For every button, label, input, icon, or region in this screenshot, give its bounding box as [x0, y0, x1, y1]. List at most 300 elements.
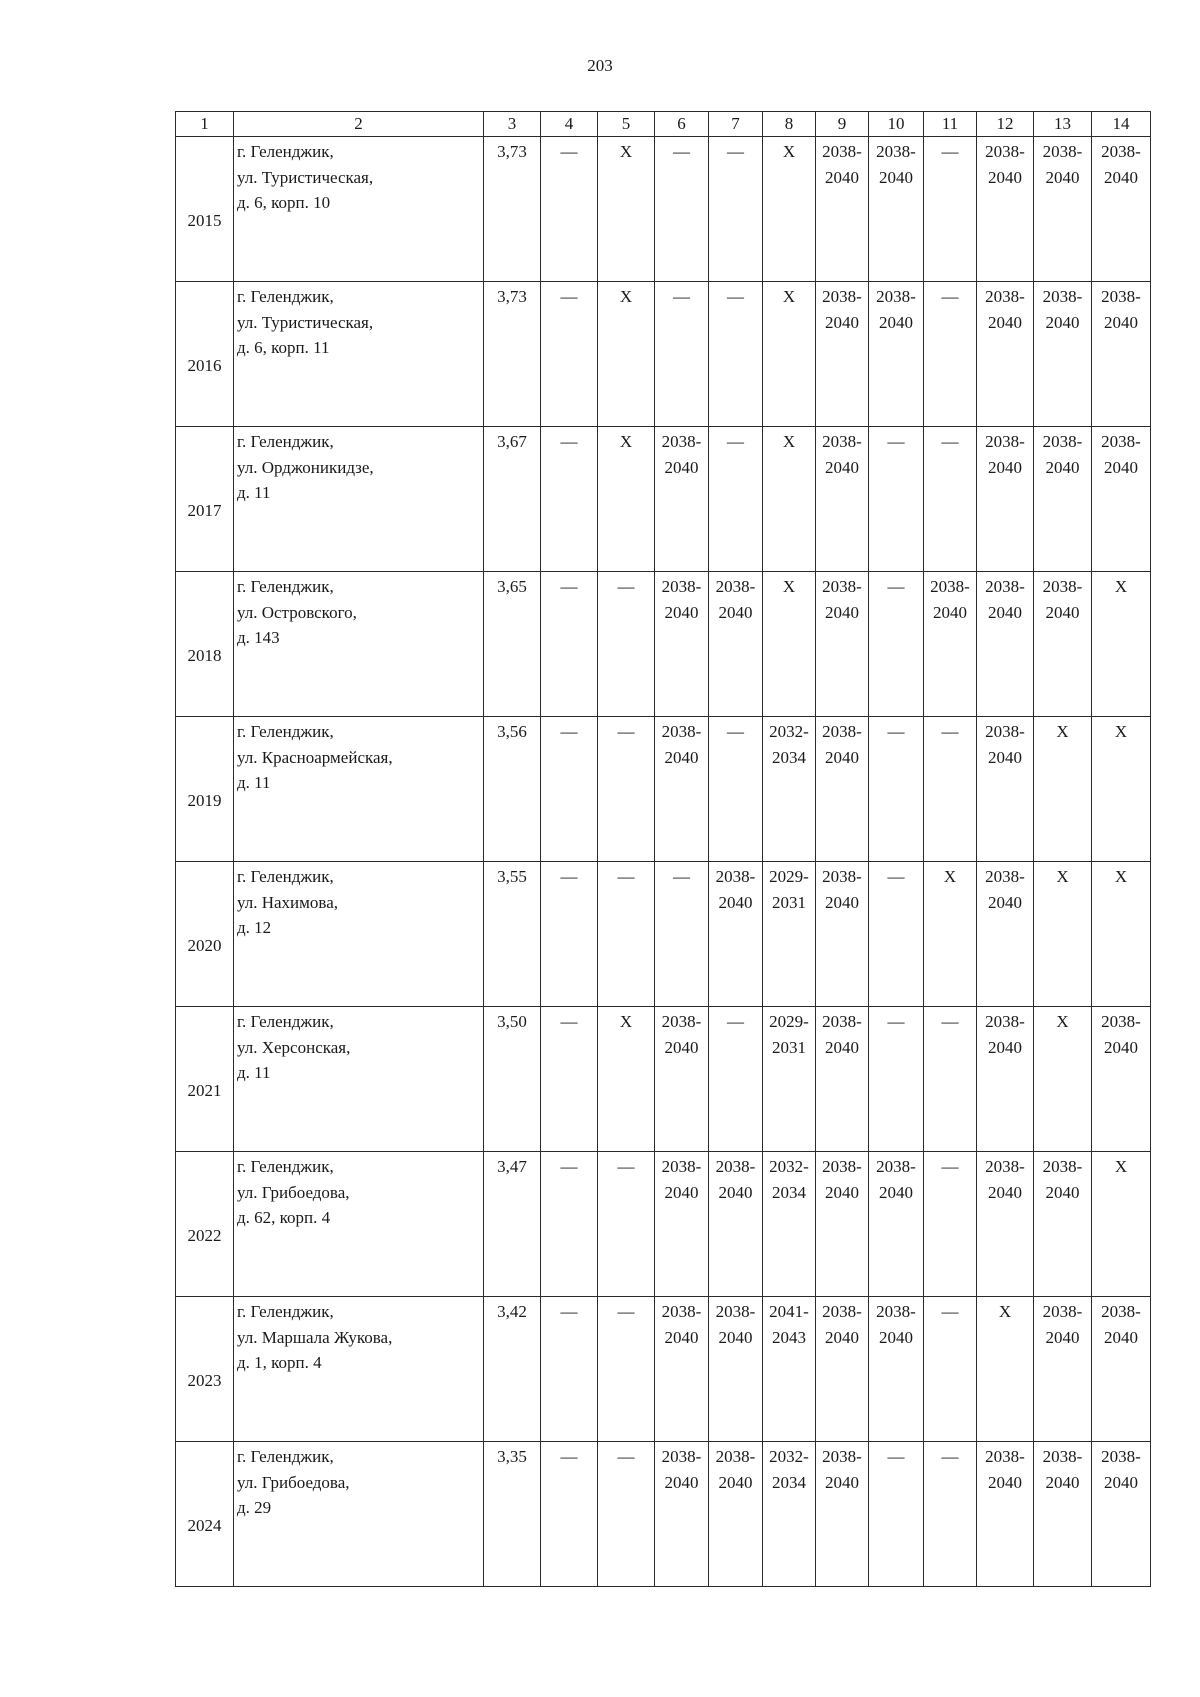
value-cell [541, 862, 598, 1007]
value-cell [1092, 572, 1151, 717]
value-line: 2034 [772, 747, 806, 767]
value-line: 2038- [985, 1447, 1025, 1466]
value-line: — [560, 1447, 578, 1466]
value-line: Х [782, 142, 796, 161]
value-line: 2038- [985, 142, 1025, 161]
value-cell [816, 572, 869, 717]
address-line: д. 11 [237, 483, 271, 502]
value-cell [709, 1442, 763, 1587]
index-cell: 3,56 [484, 717, 541, 862]
value-line: 2038- [985, 722, 1025, 741]
value-cell [816, 282, 869, 427]
value-line: — [941, 1302, 959, 1321]
value-cell [977, 427, 1034, 572]
value-line: 2038- [822, 1447, 862, 1466]
value-line: 2038- [1101, 1302, 1141, 1321]
value-cell [869, 1442, 924, 1587]
address-line: д. 6, корп. 10 [237, 193, 331, 212]
value-line: — [560, 1012, 578, 1031]
row-number: 2024 [176, 1442, 234, 1587]
value-cell [869, 717, 924, 862]
value-cell [924, 137, 977, 282]
value-line: 2040 [1045, 602, 1080, 622]
value-line: 2038- [822, 142, 862, 161]
value-cell [709, 282, 763, 427]
value-line: 2040 [1104, 312, 1138, 332]
value-cell [924, 427, 977, 572]
value-cell [655, 1297, 709, 1442]
value-cell [816, 1442, 869, 1587]
value-line: — [560, 287, 578, 306]
value-cell [598, 572, 655, 717]
value-line: 2040 [1104, 457, 1138, 477]
address-line: д. 11 [237, 1063, 271, 1082]
value-line: 2038- [1042, 577, 1083, 596]
value-line: 2040 [988, 747, 1022, 767]
value-cell [1034, 282, 1092, 427]
value-cell [655, 282, 709, 427]
column-header: 3 [484, 112, 541, 137]
value-cell [977, 717, 1034, 862]
value-line: 2038- [661, 432, 702, 451]
value-cell [709, 1152, 763, 1297]
value-line: Х [619, 432, 633, 451]
value-cell [869, 427, 924, 572]
value-line: — [617, 867, 635, 886]
value-cell [924, 282, 977, 427]
value-cell [541, 572, 598, 717]
value-cell [977, 137, 1034, 282]
value-line: — [560, 432, 578, 451]
value-cell [869, 282, 924, 427]
value-line: — [887, 1012, 905, 1031]
value-line: 2040 [664, 1182, 699, 1202]
value-cell [1092, 862, 1151, 1007]
value-line: — [560, 142, 578, 161]
value-line: — [887, 1447, 905, 1466]
row-number: 2022 [176, 1152, 234, 1297]
address-line: ул. Грибоедова, [237, 1182, 350, 1202]
index-cell: 3,55 [484, 862, 541, 1007]
value-cell [977, 282, 1034, 427]
address-line: ул. Грибоедова, [237, 1472, 350, 1492]
address-line: д. 1, корп. 4 [237, 1353, 322, 1372]
value-cell [1092, 427, 1151, 572]
value-line: 2038- [661, 1302, 702, 1321]
value-line: 2038- [715, 867, 756, 886]
value-cell [709, 137, 763, 282]
value-cell [977, 1152, 1034, 1297]
value-line: — [673, 287, 690, 306]
row-number: 2015 [176, 137, 234, 282]
value-cell [869, 572, 924, 717]
value-cell [541, 427, 598, 572]
value-line: 2040 [825, 892, 859, 912]
value-line: 2040 [1104, 1327, 1138, 1347]
value-cell [924, 1297, 977, 1442]
address-line: ул. Орджоникидзе, [237, 457, 374, 477]
value-line: 2040 [988, 602, 1022, 622]
value-line: 2040 [988, 457, 1022, 477]
address-line: г. Геленджик, [237, 867, 334, 886]
value-cell [709, 1297, 763, 1442]
value-line: 2040 [879, 312, 913, 332]
value-line: — [941, 432, 959, 451]
address-line: ул. Херсонская, [237, 1037, 351, 1057]
value-line: — [887, 432, 905, 451]
value-line: Х [782, 287, 796, 306]
address-line: д. 12 [237, 918, 272, 937]
address-line: д. 143 [237, 628, 280, 647]
value-line: — [727, 722, 744, 741]
table-body [176, 137, 1151, 1587]
value-line: 2034 [772, 1182, 806, 1202]
column-header: 12 [977, 112, 1034, 137]
value-line: 2032- [769, 1447, 809, 1466]
value-line: 2038- [930, 577, 970, 596]
value-line: 2038- [1042, 1157, 1083, 1176]
address-line: д. 29 [237, 1498, 272, 1517]
value-cell [598, 427, 655, 572]
row-number: 2023 [176, 1297, 234, 1442]
table-row [176, 717, 1151, 862]
value-line: — [560, 722, 578, 741]
index-cell: 3,73 [484, 137, 541, 282]
value-line: 2040 [825, 1037, 859, 1057]
value-cell [977, 1297, 1034, 1442]
value-line: — [887, 577, 905, 596]
value-line: — [941, 1012, 959, 1031]
value-cell [924, 1152, 977, 1297]
table-row [176, 1297, 1151, 1442]
address-cell [234, 1152, 484, 1297]
value-cell [1092, 1442, 1151, 1587]
value-line: 2038- [715, 1302, 756, 1321]
value-line: — [727, 432, 744, 451]
value-cell [816, 1152, 869, 1297]
value-line: 2040 [988, 1037, 1022, 1057]
value-cell [869, 1297, 924, 1442]
value-line: — [617, 1302, 635, 1321]
address-cell [234, 427, 484, 572]
value-line: 2038- [822, 1302, 862, 1321]
value-line: 2038- [876, 1157, 916, 1176]
address-cell [234, 1297, 484, 1442]
value-line: 2040 [825, 312, 859, 332]
value-line: — [727, 1012, 744, 1031]
address-line: ул. Нахимова, [237, 892, 339, 912]
value-cell [709, 572, 763, 717]
value-cell [977, 572, 1034, 717]
column-header: 5 [598, 112, 655, 137]
value-cell [1034, 1442, 1092, 1587]
table-row [176, 1442, 1151, 1587]
value-cell [1092, 282, 1151, 427]
value-cell [869, 1152, 924, 1297]
column-header: 9 [816, 112, 869, 137]
value-line: 2040 [1104, 1037, 1138, 1057]
value-line: 2040 [988, 1182, 1022, 1202]
index-cell: 3,42 [484, 1297, 541, 1442]
table-row [176, 282, 1151, 427]
value-line: — [560, 867, 578, 886]
registry-table [175, 111, 1151, 1587]
value-cell [816, 137, 869, 282]
value-line: 2038- [1042, 1302, 1083, 1321]
value-cell [598, 862, 655, 1007]
value-line: 2040 [933, 602, 967, 622]
value-line: 2038- [822, 1012, 862, 1031]
value-line: — [941, 1157, 959, 1176]
value-line: — [617, 577, 635, 596]
value-cell [816, 717, 869, 862]
value-cell [598, 717, 655, 862]
table-row [176, 427, 1151, 572]
value-line: Х [1114, 577, 1128, 596]
value-cell [709, 717, 763, 862]
address-cell [234, 1442, 484, 1587]
value-line: 2038- [661, 722, 702, 741]
value-cell [655, 862, 709, 1007]
index-cell: 3,65 [484, 572, 541, 717]
value-cell [1092, 1007, 1151, 1152]
address-line: г. Геленджик, [237, 1302, 334, 1321]
value-line: 2038- [876, 1302, 916, 1321]
value-cell [763, 717, 816, 862]
value-line: 2038- [661, 1157, 702, 1176]
value-line: 2031 [772, 1037, 806, 1057]
value-line: 2040 [1045, 312, 1080, 332]
value-line: 2041- [769, 1302, 809, 1321]
value-line: 2040 [825, 457, 859, 477]
index-cell: 3,73 [484, 282, 541, 427]
value-line: Х [619, 142, 633, 161]
value-cell [598, 1442, 655, 1587]
value-line: 2032- [769, 1157, 809, 1176]
row-number: 2019 [176, 717, 234, 862]
value-line: 2040 [1104, 167, 1138, 187]
value-line: — [673, 142, 690, 161]
value-line: 2038- [985, 577, 1025, 596]
value-cell [541, 1442, 598, 1587]
value-line: 2038- [876, 142, 916, 161]
value-cell [1092, 137, 1151, 282]
value-cell [598, 282, 655, 427]
value-cell [816, 1297, 869, 1442]
value-line: 2038- [822, 867, 862, 886]
value-cell [763, 282, 816, 427]
value-cell [763, 1442, 816, 1587]
value-cell [541, 282, 598, 427]
address-line: ул. Туристическая, [237, 167, 374, 187]
column-header: 6 [655, 112, 709, 137]
address-line: г. Геленджик, [237, 1447, 334, 1466]
value-line: 2038- [1042, 1447, 1083, 1466]
value-line: Х [1056, 1012, 1069, 1031]
value-line: 2038- [1101, 432, 1141, 451]
value-line: 2038- [985, 1157, 1025, 1176]
value-cell [869, 862, 924, 1007]
value-line: 2038- [661, 1447, 702, 1466]
value-line: 2038- [822, 287, 862, 306]
value-cell [763, 1007, 816, 1152]
value-line: 2040 [664, 747, 699, 767]
value-line: — [617, 1157, 635, 1176]
column-header: 14 [1092, 112, 1151, 137]
value-cell [1034, 427, 1092, 572]
value-line: — [727, 142, 744, 161]
value-line: 2029- [769, 867, 809, 886]
address-cell [234, 862, 484, 1007]
header-row [176, 112, 1151, 137]
value-line: 2038- [715, 577, 756, 596]
value-cell [1034, 1152, 1092, 1297]
value-line: 2040 [988, 312, 1022, 332]
value-cell [655, 427, 709, 572]
index-cell: 3,67 [484, 427, 541, 572]
address-line: д. 6, корп. 11 [237, 338, 330, 357]
value-cell [763, 1152, 816, 1297]
value-cell [977, 1007, 1034, 1152]
value-cell [541, 1297, 598, 1442]
value-cell [816, 1007, 869, 1152]
value-cell [709, 1007, 763, 1152]
value-cell [541, 137, 598, 282]
value-line: 2040 [1045, 457, 1080, 477]
value-cell [763, 572, 816, 717]
address-line: д. 11 [237, 773, 271, 792]
value-cell [1092, 1152, 1151, 1297]
value-line: Х [782, 432, 796, 451]
address-line: ул. Маршала Жукова, [237, 1327, 393, 1347]
value-cell [869, 137, 924, 282]
table-row [176, 572, 1151, 717]
value-line: — [941, 722, 959, 741]
value-cell [763, 137, 816, 282]
value-cell [1034, 1007, 1092, 1152]
value-line: 2040 [1045, 1472, 1080, 1492]
value-cell [598, 137, 655, 282]
value-cell [763, 427, 816, 572]
value-cell [1034, 717, 1092, 862]
value-line: 2040 [718, 1182, 753, 1202]
address-cell [234, 137, 484, 282]
value-line: 2038- [715, 1157, 756, 1176]
value-line: Х [1056, 722, 1069, 741]
address-line: г. Геленджик, [237, 142, 334, 161]
value-line: 2040 [879, 167, 913, 187]
value-line: Х [1056, 867, 1069, 886]
value-line: 2040 [664, 457, 699, 477]
value-line: 2040 [988, 167, 1022, 187]
value-cell [1092, 717, 1151, 862]
value-line: 2040 [879, 1182, 913, 1202]
value-cell [924, 862, 977, 1007]
value-cell [924, 717, 977, 862]
value-cell [655, 1442, 709, 1587]
value-line: 2038- [876, 287, 916, 306]
value-line: 2040 [825, 1182, 859, 1202]
value-line: Х [619, 287, 633, 306]
value-cell [977, 862, 1034, 1007]
value-line: 2038- [985, 867, 1025, 886]
value-line: 2040 [664, 1472, 699, 1492]
column-header: 4 [541, 112, 598, 137]
address-line: д. 62, корп. 4 [237, 1208, 331, 1227]
value-cell [1034, 572, 1092, 717]
index-cell: 3,35 [484, 1442, 541, 1587]
value-cell [924, 572, 977, 717]
value-line: 2040 [1045, 1182, 1080, 1202]
value-cell [869, 1007, 924, 1152]
value-cell [541, 1007, 598, 1152]
address-line: г. Геленджик, [237, 722, 334, 741]
value-line: Х [619, 1012, 633, 1031]
row-number: 2016 [176, 282, 234, 427]
address-line: г. Геленджик, [237, 287, 334, 306]
address-line: г. Геленджик, [237, 1157, 334, 1176]
value-cell [924, 1007, 977, 1152]
value-cell [709, 427, 763, 572]
value-cell [598, 1007, 655, 1152]
value-line: — [941, 287, 959, 306]
value-line: 2032- [769, 722, 809, 741]
value-line: 2038- [822, 432, 862, 451]
value-line: 2040 [825, 1472, 859, 1492]
value-line: Х [782, 577, 796, 596]
value-line: 2040 [1045, 1327, 1080, 1347]
value-line: Х [1114, 867, 1128, 886]
value-line: — [941, 1447, 959, 1466]
value-line: — [560, 577, 578, 596]
value-line: 2031 [772, 892, 806, 912]
value-line: — [617, 722, 635, 741]
value-line: 2038- [985, 432, 1025, 451]
value-line: Х [943, 867, 957, 886]
value-cell [977, 1442, 1034, 1587]
value-line: 2040 [825, 167, 859, 187]
value-line: — [617, 1447, 635, 1466]
address-cell [234, 282, 484, 427]
table-row [176, 137, 1151, 282]
value-cell [541, 717, 598, 862]
value-cell [598, 1297, 655, 1442]
value-cell [655, 572, 709, 717]
value-cell [924, 1442, 977, 1587]
table-row [176, 1152, 1151, 1297]
value-line: 2038- [1042, 287, 1083, 306]
value-line: 2040 [1104, 1472, 1138, 1492]
value-line: 2040 [825, 602, 859, 622]
address-line: г. Геленджик, [237, 577, 334, 596]
value-line: 2040 [1045, 167, 1080, 187]
value-line: — [887, 722, 905, 741]
value-line: 2040 [988, 1472, 1022, 1492]
value-line: — [673, 867, 690, 886]
table-row [176, 1007, 1151, 1152]
value-line: 2040 [664, 1327, 699, 1347]
value-line: 2038- [1101, 287, 1141, 306]
value-line: 2038- [1042, 432, 1083, 451]
index-cell: 3,47 [484, 1152, 541, 1297]
value-line: 2043 [772, 1327, 806, 1347]
page-number: 203 [587, 56, 613, 75]
address-cell [234, 1007, 484, 1152]
value-line: — [887, 867, 905, 886]
value-line: 2040 [664, 602, 699, 622]
value-line: — [560, 1302, 578, 1321]
value-line: Х [1114, 1157, 1128, 1176]
